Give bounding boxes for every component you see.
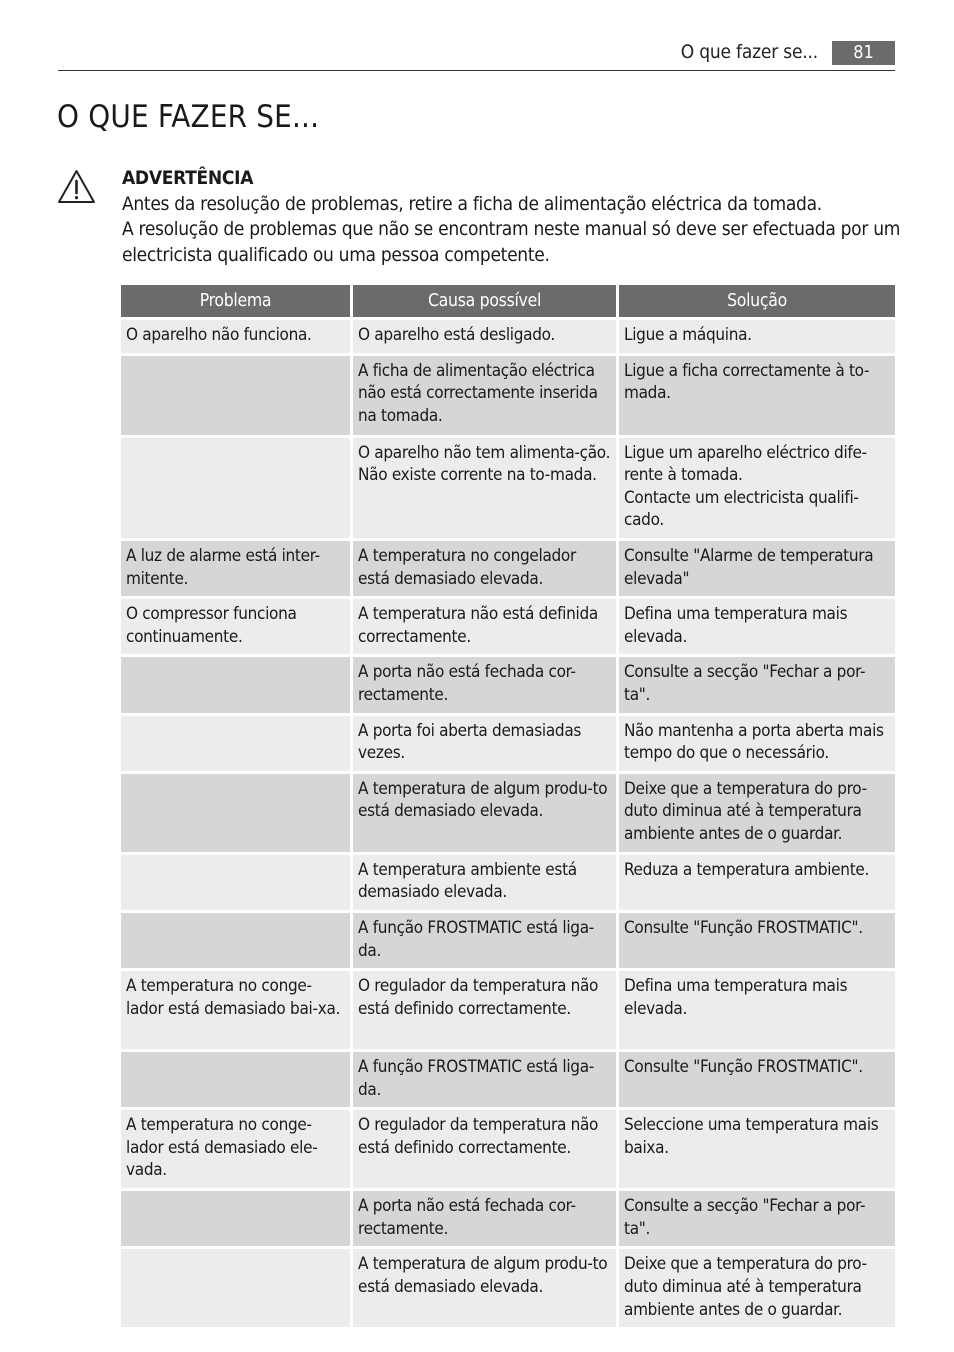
table-row: [121, 855, 895, 910]
table-row: [121, 1191, 895, 1246]
cause-cell: O aparelho está desligado.: [353, 320, 616, 353]
header-solution: Solução: [619, 285, 895, 317]
page-title: O QUE FAZER SE...: [57, 99, 320, 135]
problem-cell: [121, 1191, 350, 1246]
table-row: [121, 1249, 895, 1327]
cause-cell: A temperatura não está definida correctamente.: [353, 599, 616, 654]
header-problem: Problema: [121, 285, 350, 317]
solution-cell: Consulte "Função FROSTMATIC".: [619, 913, 895, 968]
cause-cell: A porta foi aberta demasiadas vezes.: [353, 716, 616, 771]
problem-cell: [121, 438, 350, 538]
solution-cell: Reduza a temperatura ambiente.: [619, 855, 895, 910]
table-header-row: [121, 285, 895, 317]
problem-cell: [121, 1052, 350, 1107]
problem-cell: A temperatura no conge-lador está demasiado ele-vada.: [121, 1110, 350, 1188]
table-row: [121, 356, 895, 435]
cause-cell: O regulador da temperatura não está definido correctamente.: [353, 1110, 616, 1188]
table-row: [121, 716, 895, 771]
warning-block: [122, 166, 902, 268]
problem-cell: [121, 657, 350, 712]
solution-cell: Deixe que a temperatura do pro-duto diminua até à temperatura ambiente antes de o guardar.: [619, 774, 895, 852]
header-divider: [58, 70, 895, 71]
table-row: [121, 1052, 895, 1107]
cause-cell: A temperatura de algum produ-to está demasiado elevada.: [353, 774, 616, 852]
problem-cell: [121, 774, 350, 852]
header-cause: Causa possível: [353, 285, 616, 317]
table-row: [121, 599, 895, 654]
table-row: [121, 913, 895, 968]
problem-cell: [121, 913, 350, 968]
section-title: O que fazer se...: [680, 41, 818, 63]
solution-cell: [619, 438, 895, 538]
solution-line: Ligue um aparelho eléctrico dife-rente à tomada.: [624, 442, 867, 486]
problem-cell: O compressor funciona continuamente.: [121, 599, 350, 654]
troubleshooting-table: [118, 282, 898, 1330]
table-row: [121, 1110, 895, 1188]
warning-text-2: A resolução de problemas que não se encontram neste manual só deve ser efectuada por um electricista qualificado ou uma pessoa competente.: [122, 218, 901, 266]
problem-cell: [121, 716, 350, 771]
cause-cell: A ficha de alimentação eléctrica não está correctamente inserida na tomada.: [353, 356, 616, 435]
solution-cell: Não mantenha a porta aberta mais tempo do que o necessário.: [619, 716, 895, 771]
table-row: [121, 541, 895, 596]
solution-cell: Ligue a máquina.: [619, 320, 895, 353]
cause-cell: O regulador da temperatura não está definido correctamente.: [353, 971, 616, 1049]
cause-cell: O aparelho não tem alimenta-ção. Não existe corrente na to-mada.: [353, 438, 616, 538]
table-row: [121, 971, 895, 1049]
solution-cell: Defina uma temperatura mais elevada.: [619, 599, 895, 654]
solution-cell: Consulte "Alarme de temperatura elevada": [619, 541, 895, 596]
problem-cell: O aparelho não funciona.: [121, 320, 350, 353]
solution-cell: Deixe que a temperatura do pro-duto diminua até à temperatura ambiente antes de o guardar.: [619, 1249, 895, 1327]
cause-cell: A função FROSTMATIC está liga-da.: [353, 1052, 616, 1107]
solution-line: Contacte um electricista qualifi-cado.: [624, 487, 859, 531]
warning-triangle-icon: [57, 169, 96, 204]
cause-cell: A temperatura no congelador está demasiado elevada.: [353, 541, 616, 596]
cause-cell: A temperatura de algum produ-to está demasiado elevada.: [353, 1249, 616, 1327]
solution-cell: Defina uma temperatura mais elevada.: [619, 971, 895, 1049]
cause-cell: A porta não está fechada cor-rectamente.: [353, 1191, 616, 1246]
solution-cell: Consulte a secção "Fechar a por-ta".: [619, 1191, 895, 1246]
solution-cell: Seleccione uma temperatura mais baixa.: [619, 1110, 895, 1188]
cause-cell: A temperatura ambiente está demasiado elevada.: [353, 855, 616, 910]
table-row: [121, 320, 895, 353]
problem-cell: A temperatura no conge-lador está demasiado bai-xa.: [121, 971, 350, 1049]
warning-heading: ADVERTÊNCIA: [122, 167, 254, 189]
problem-cell: [121, 356, 350, 435]
table-row: [121, 774, 895, 852]
warning-text-1: Antes da resolução de problemas, retire a ficha de alimentação eléctrica da tomada.: [122, 192, 822, 215]
problem-cell: [121, 1249, 350, 1327]
solution-cell: Consulte a secção "Fechar a por-ta".: [619, 657, 895, 712]
solution-cell: Ligue a ficha correctamente à to-mada.: [619, 356, 895, 435]
cause-cell: A porta não está fechada cor-rectamente.: [353, 657, 616, 712]
problem-cell: A luz de alarme está inter-mitente.: [121, 541, 350, 596]
table-row: [121, 657, 895, 712]
problem-cell: [121, 855, 350, 910]
table-row: [121, 438, 895, 538]
cause-cell: A função FROSTMATIC está liga-da.: [353, 913, 616, 968]
solution-cell: Consulte "Função FROSTMATIC".: [619, 1052, 895, 1107]
page-number: 81: [832, 41, 895, 65]
